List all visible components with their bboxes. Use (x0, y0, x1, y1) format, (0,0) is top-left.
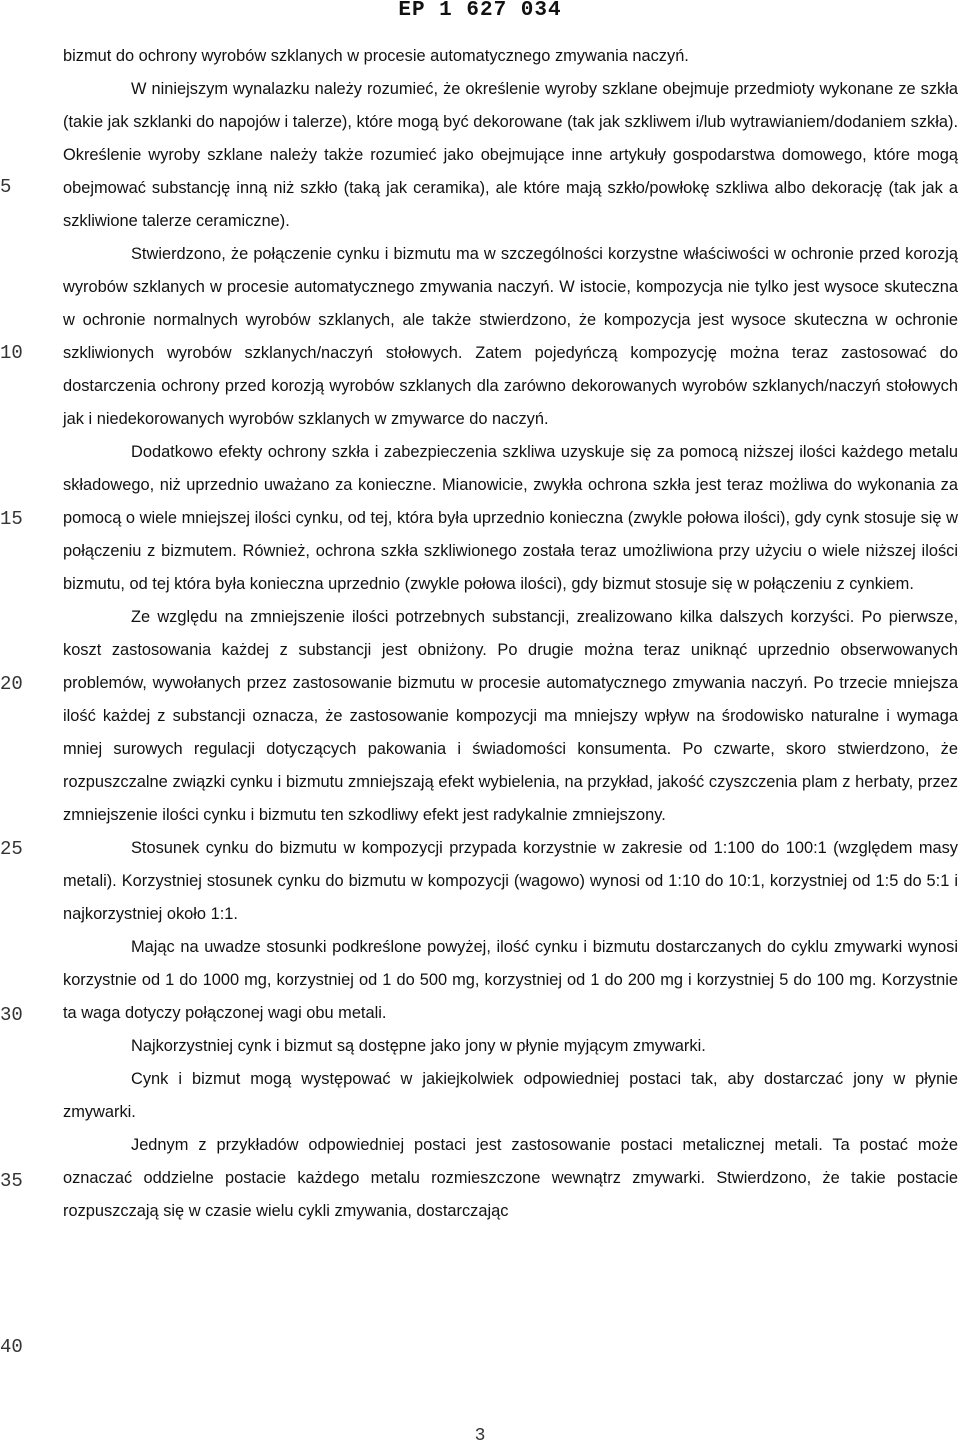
line-number-25: 25 (0, 838, 23, 860)
line-number-10: 10 (0, 342, 23, 364)
page-number: 3 (474, 1426, 486, 1446)
paragraph-glassware-definition: W niniejszym wynalazku należy rozumieć, że określenie wyroby szklane obejmuje przedmioty wykonane ze szkła (takie jak szklanki do napojów i talerze), które mogą być dekorowane (tak jak szkliwem i/lub wytrawianiem/dodaniem szkła). Określenie wyroby szklane należy także rozumieć jako obejmujące inne artykuły gospodarstwa domowego, które mogą obejmować substancję inną niż szkło (taką jak ceramika), ale które mają szkło/powłokę szkliwa albo dekorację (tak jak a szkliwione talerze ceramiczne). (63, 80, 958, 230)
paragraph-zinc-bismuth-combination: Stwierdzono, że połączenie cynku i bizmutu ma w szczególności korzystne właściwości w ochronie przed korozją wyrobów szklanych w procesie automatycznego zmywania naczyń. W istocie, kompozycja nie tylko jest wysoce skuteczna w ochronie normalnych wyrobów szklanych, ale także stwierdzono, że kompozycja jest wysoce skuteczna w ochronie szkliwionych wyrobów szklanych/naczyń stołowych. Zatem pojedyńczą kompozycję można teraz zastosować do dostarczenia ochrony przed korozją wyrobów szklanych dla zarówno dekorowanych wyrobów szklanych/naczyń stołowych jak i niedekorowanych wyrobów szklanych w zmywarce do naczyń. (63, 245, 958, 428)
paragraph-form: Cynk i bizmut mogą występować w jakiejkolwiek odpowiedniej postaci tak, aby dostarczać jony w płynie zmywarki. (63, 1070, 958, 1121)
paragraph-dosage: Mając na uwadze stosunki podkreślone powyżej, ilość cynku i bizmutu dostarczanych do cyklu zmywarki wynosi korzystnie od 1 do 1000 mg, korzystniej od 1 do 500 mg, korzystniej od 1 do 200 mg i korzystniej 5 do 100 mg. Korzystnie ta waga dotyczy połączonej wagi obu metali. (63, 938, 958, 1022)
paragraph-continuation: bizmut do ochrony wyrobów szklanych w procesie automatycznego zmywania naczyń. (63, 47, 689, 65)
paragraph-ratio: Stosunek cynku do bizmutu w kompozycji przypada korzystnie w zakresie od 1:100 do 100:1 (względem masy metali). Korzystniej stosunek cynku do bizmutu w kompozycji (wagowo) wynosi od 1:10 do 10:1, korzystniej od 1:5 do 5:1 i najkorzystniej około 1:1. (63, 839, 958, 923)
document-body (63, 40, 958, 1228)
patent-number-header: EP 1 627 034 (398, 0, 562, 22)
paragraph-lower-metal-amounts: Dodatkowo efekty ochrony szkła i zabezpieczenia szkliwa uzyskuje się za pomocą niższej ilości każdego metalu składowego, niż uprzednio uważano za konieczne. Mianowicie, zwykła ochrona szkła jest teraz możliwa do wykonania za pomocą o wiele mniejszej ilości cynku, od tej, która była uprzednio konieczna (zwykle połowa ilości), gdy cynk stosuje się w połączeniu z bizmutem. Również, ochrona szkła szkliwionego została teraz umożliwiona przy użyciu o wiele niższej ilości bizmutu, od tej która była konieczna uprzednio (zwykle połowa ilości), gdy bizmut stosuje się w połączeniu z cynkiem. (63, 443, 958, 593)
line-number-40: 40 (0, 1336, 23, 1358)
line-number-15: 15 (0, 508, 23, 530)
line-number-5: 5 (0, 176, 12, 198)
paragraph-ions: Najkorzystniej cynk i bizmut są dostępne jako jony w płynie myjącym zmywarki. (131, 1037, 706, 1055)
paragraph-metallic-form: Jednym z przykładów odpowiedniej postaci jest zastosowanie postaci metalicznej metali. Ta postać może oznaczać oddzielne postacie każdego metalu rozmieszczone wewnątrz zmywarki. Stwierdzono, że takie postacie rozpuszczają się w czasie wielu cykli zmywania, dostarczając (63, 1136, 958, 1220)
paragraph-further-benefits: Ze względu na zmniejszenie ilości potrzebnych substancji, zrealizowano kilka dalszych korzyści. Po pierwsze, koszt zastosowania każdej z substancji jest obniżony. Po drugie można teraz uniknąć uprzednio obserwowanych problemów, wywołanych przez zastosowanie bizmutu w procesie automatycznego zmywania naczyń. Po trzecie mniejsza ilość każdej z substancji oznacza, że zastosowanie kompozycji ma mniejszy wpływ na środowisko naturalne i wymaga mniej surowych regulacji dotyczących pakowania i świadomości konsumenta. Po czwarte, skoro stwierdzono, że rozpuszczalne związki cynku i bizmutu zmniejszają efekt wybielenia, na przykład, jakość czyszczenia plam z herbaty, przez zmniejszenie ilości cynku i bizmutu ten szkodliwy efekt jest radykalnie zmniejszony. (63, 608, 958, 824)
line-number-20: 20 (0, 673, 23, 695)
line-number-30: 30 (0, 1004, 23, 1026)
line-number-35: 35 (0, 1170, 23, 1192)
